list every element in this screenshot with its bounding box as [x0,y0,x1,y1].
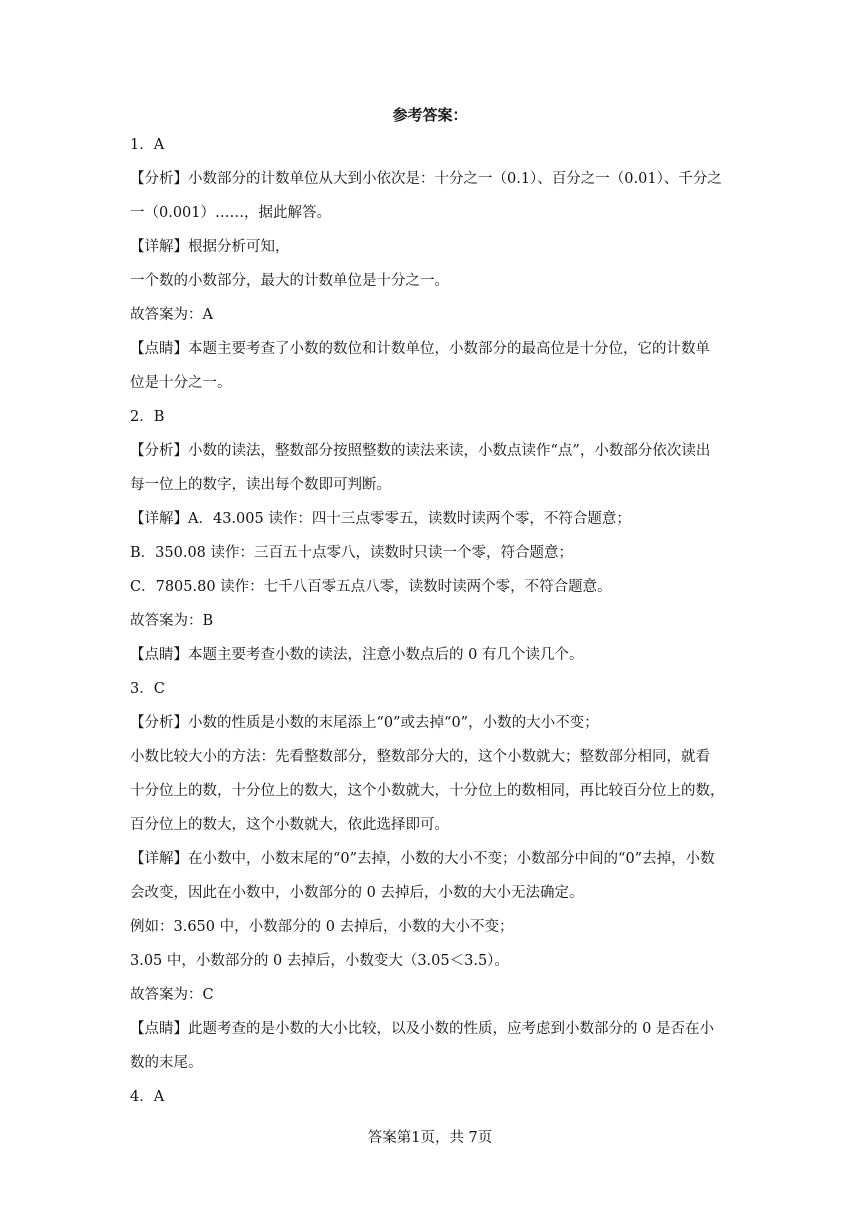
text-line: 故答案为：C [130,987,214,1003]
text-line: 每一位上的数字，读出每个数即可判断。 [130,477,391,493]
answer-content [130,128,732,1114]
text-line: 【详解】A．43.005 读作：四十三点零零五，读数时读两个零，不符合题意； [130,511,631,527]
text-line: 一个数的小数部分，最大的计数单位是十分之一。 [130,273,449,289]
text-line: 4．A [130,1089,165,1105]
text-line: 3．C [130,681,165,697]
text-line: 故答案为：B [130,613,214,629]
text-line: 会改变，因此在小数中，小数部分的 0 去掉后，小数的大小无法确定。 [130,885,584,901]
text-line: 【分析】小数的性质是小数的末尾添上“0”或去掉“0”，小数的大小不变； [130,715,599,731]
text-line: 2．B [130,409,165,425]
text-line: 【分析】小数的读法，整数部分按照整数的读法来读，小数点读作“点”，小数部分依次读出 [130,443,711,459]
text-line: 百分位上的数大，这个小数就大，依此选择即可。 [130,817,449,833]
text-line: 例如：3.650 中，小数部分的 0 去掉后，小数的大小不变； [130,919,514,935]
text-line: B．350.08 读作：三百五十点零八，读数时只读一个零，符合题意； [130,545,573,561]
text-line: 3.05 中，小数部分的 0 去掉后，小数变大（3.05＜3.5）。 [130,953,509,969]
text-line: 【点睛】本题主要考查小数的读法，注意小数点后的 0 有几个读几个。 [130,647,584,663]
text-line: C．7805.80 读作：七千八百零五点八零，读数时读两个零，不符合题意。 [130,579,612,595]
text-line: 十分位上的数，十分位上的数大，这个小数就大，十分位上的数相同，再比较百分位上的数， [130,783,725,799]
text-line: 【详解】在小数中，小数末尾的“0”去掉，小数的大小不变；小数部分中间的“0”去掉，小数 [130,851,715,867]
text-line: 【详解】根据分析可知， [130,239,290,255]
text-line: 1．A [130,137,165,153]
text-line: 【点睛】此题考查的是小数的大小比较，以及小数的性质，应考虑到小数部分的 0 是否在小 [130,1021,714,1037]
text-line: 小数比较大小的方法：先看整数部分，整数部分大的，这个小数就大；整数部分相同，就看 [130,749,710,765]
text-line: 位是十分之一。 [130,375,232,391]
page-footer: 答案第1页，共 7页 [367,1130,493,1146]
text-line: 数的末尾。 [130,1055,203,1071]
text-line: 【分析】小数部分的计数单位从大到小依次是：十分之一（0.1）、百分之一（0.01）、千分之 [130,171,722,187]
text-line: 一（0.001）……，据此解答。 [130,205,332,221]
text-line: 故答案为：A [130,307,213,323]
page-title: 参考答案： [392,106,468,124]
text-line: 【点睛】本题主要考查了小数的数位和计数单位，小数部分的最高位是十分位，它的计数单 [130,341,710,357]
